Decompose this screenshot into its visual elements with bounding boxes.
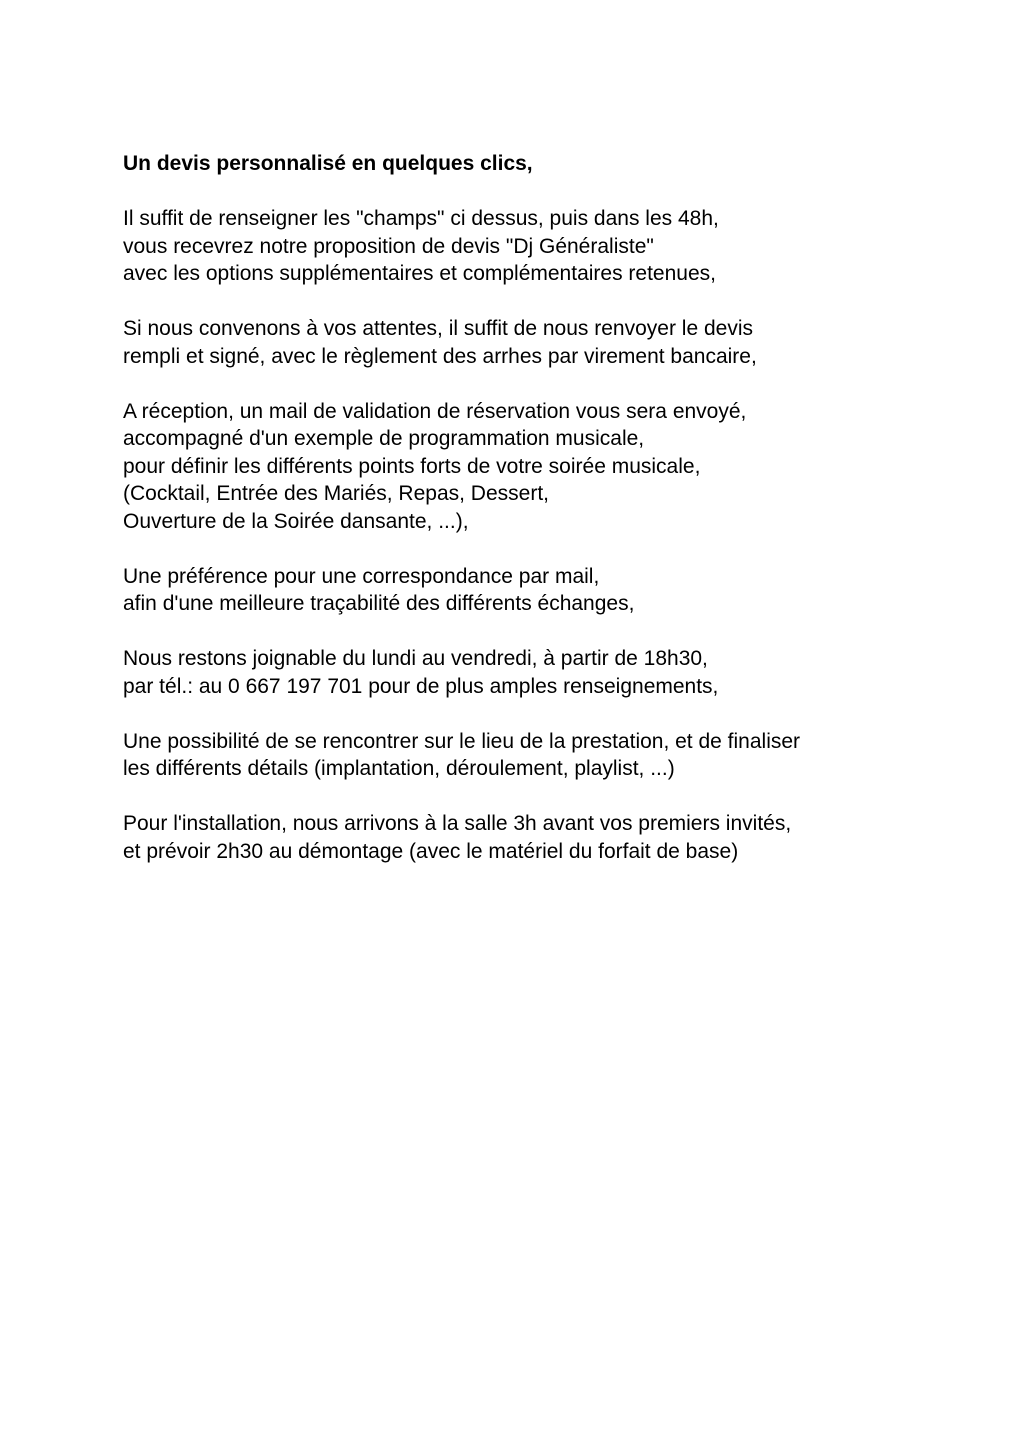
paragraph-line: Ouverture de la Soirée dansante, ...), [123, 509, 469, 533]
paragraph-line: avec les options supplémentaires et complémentaires retenues, [123, 262, 716, 285]
document-body [123, 150, 983, 893]
paragraph-line: A réception, un mail de validation de réservation vous sera envoyé, [123, 399, 747, 423]
paragraph-line: Pour l'installation, nous arrivons à la salle 3h avant vos premiers invités, [123, 812, 792, 835]
paragraph-line: Il suffit de renseigner les "champs" ci dessus, puis dans les 48h, [123, 207, 719, 230]
paragraph-line: rempli et signé, avec le règlement des arrhes par virement bancaire, [123, 344, 757, 368]
paragraph-line: (Cocktail, Entrée des Mariés, Repas, Dessert, [123, 482, 549, 505]
paragraph-line: pour définir les différents points forts de votre soirée musicale, [123, 454, 701, 478]
paragraph-line: vous recevrez notre proposition de devis "Dj Généraliste" [123, 234, 654, 258]
paragraph-line: les différents détails (implantation, déroulement, playlist, ...) [123, 757, 675, 780]
paragraph-line: Une possibilité de se rencontrer sur le lieu de la prestation, et de finaliser [123, 729, 801, 753]
paragraph-line: Une préférence pour une correspondance par mail, [123, 564, 600, 588]
paragraph-line: accompagné d'un exemple de programmation musicale, [123, 427, 645, 450]
paragraph-confirmation [123, 315, 983, 370]
paragraph-quote-request [123, 205, 983, 288]
paragraph-reception [123, 398, 983, 536]
paragraph-line: afin d'une meilleure traçabilité des différents échanges, [123, 592, 635, 615]
paragraph-correspondence [123, 563, 983, 618]
paragraph-line: Nous restons joignable du lundi au vendredi, à partir de 18h30, [123, 647, 708, 670]
paragraph-line: et prévoir 2h30 au démontage (avec le matériel du forfait de base) [123, 839, 739, 863]
document-title: Un devis personnalisé en quelques clics, [123, 152, 533, 175]
paragraph-availability [123, 645, 983, 700]
paragraph-installation [123, 810, 983, 865]
paragraph-meeting [123, 728, 983, 783]
paragraph-line: Si nous convenons à vos attentes, il suffit de nous renvoyer le devis [123, 317, 753, 340]
paragraph-line: par tél.: au 0 667 197 701 pour de plus amples renseignements, [123, 674, 719, 698]
